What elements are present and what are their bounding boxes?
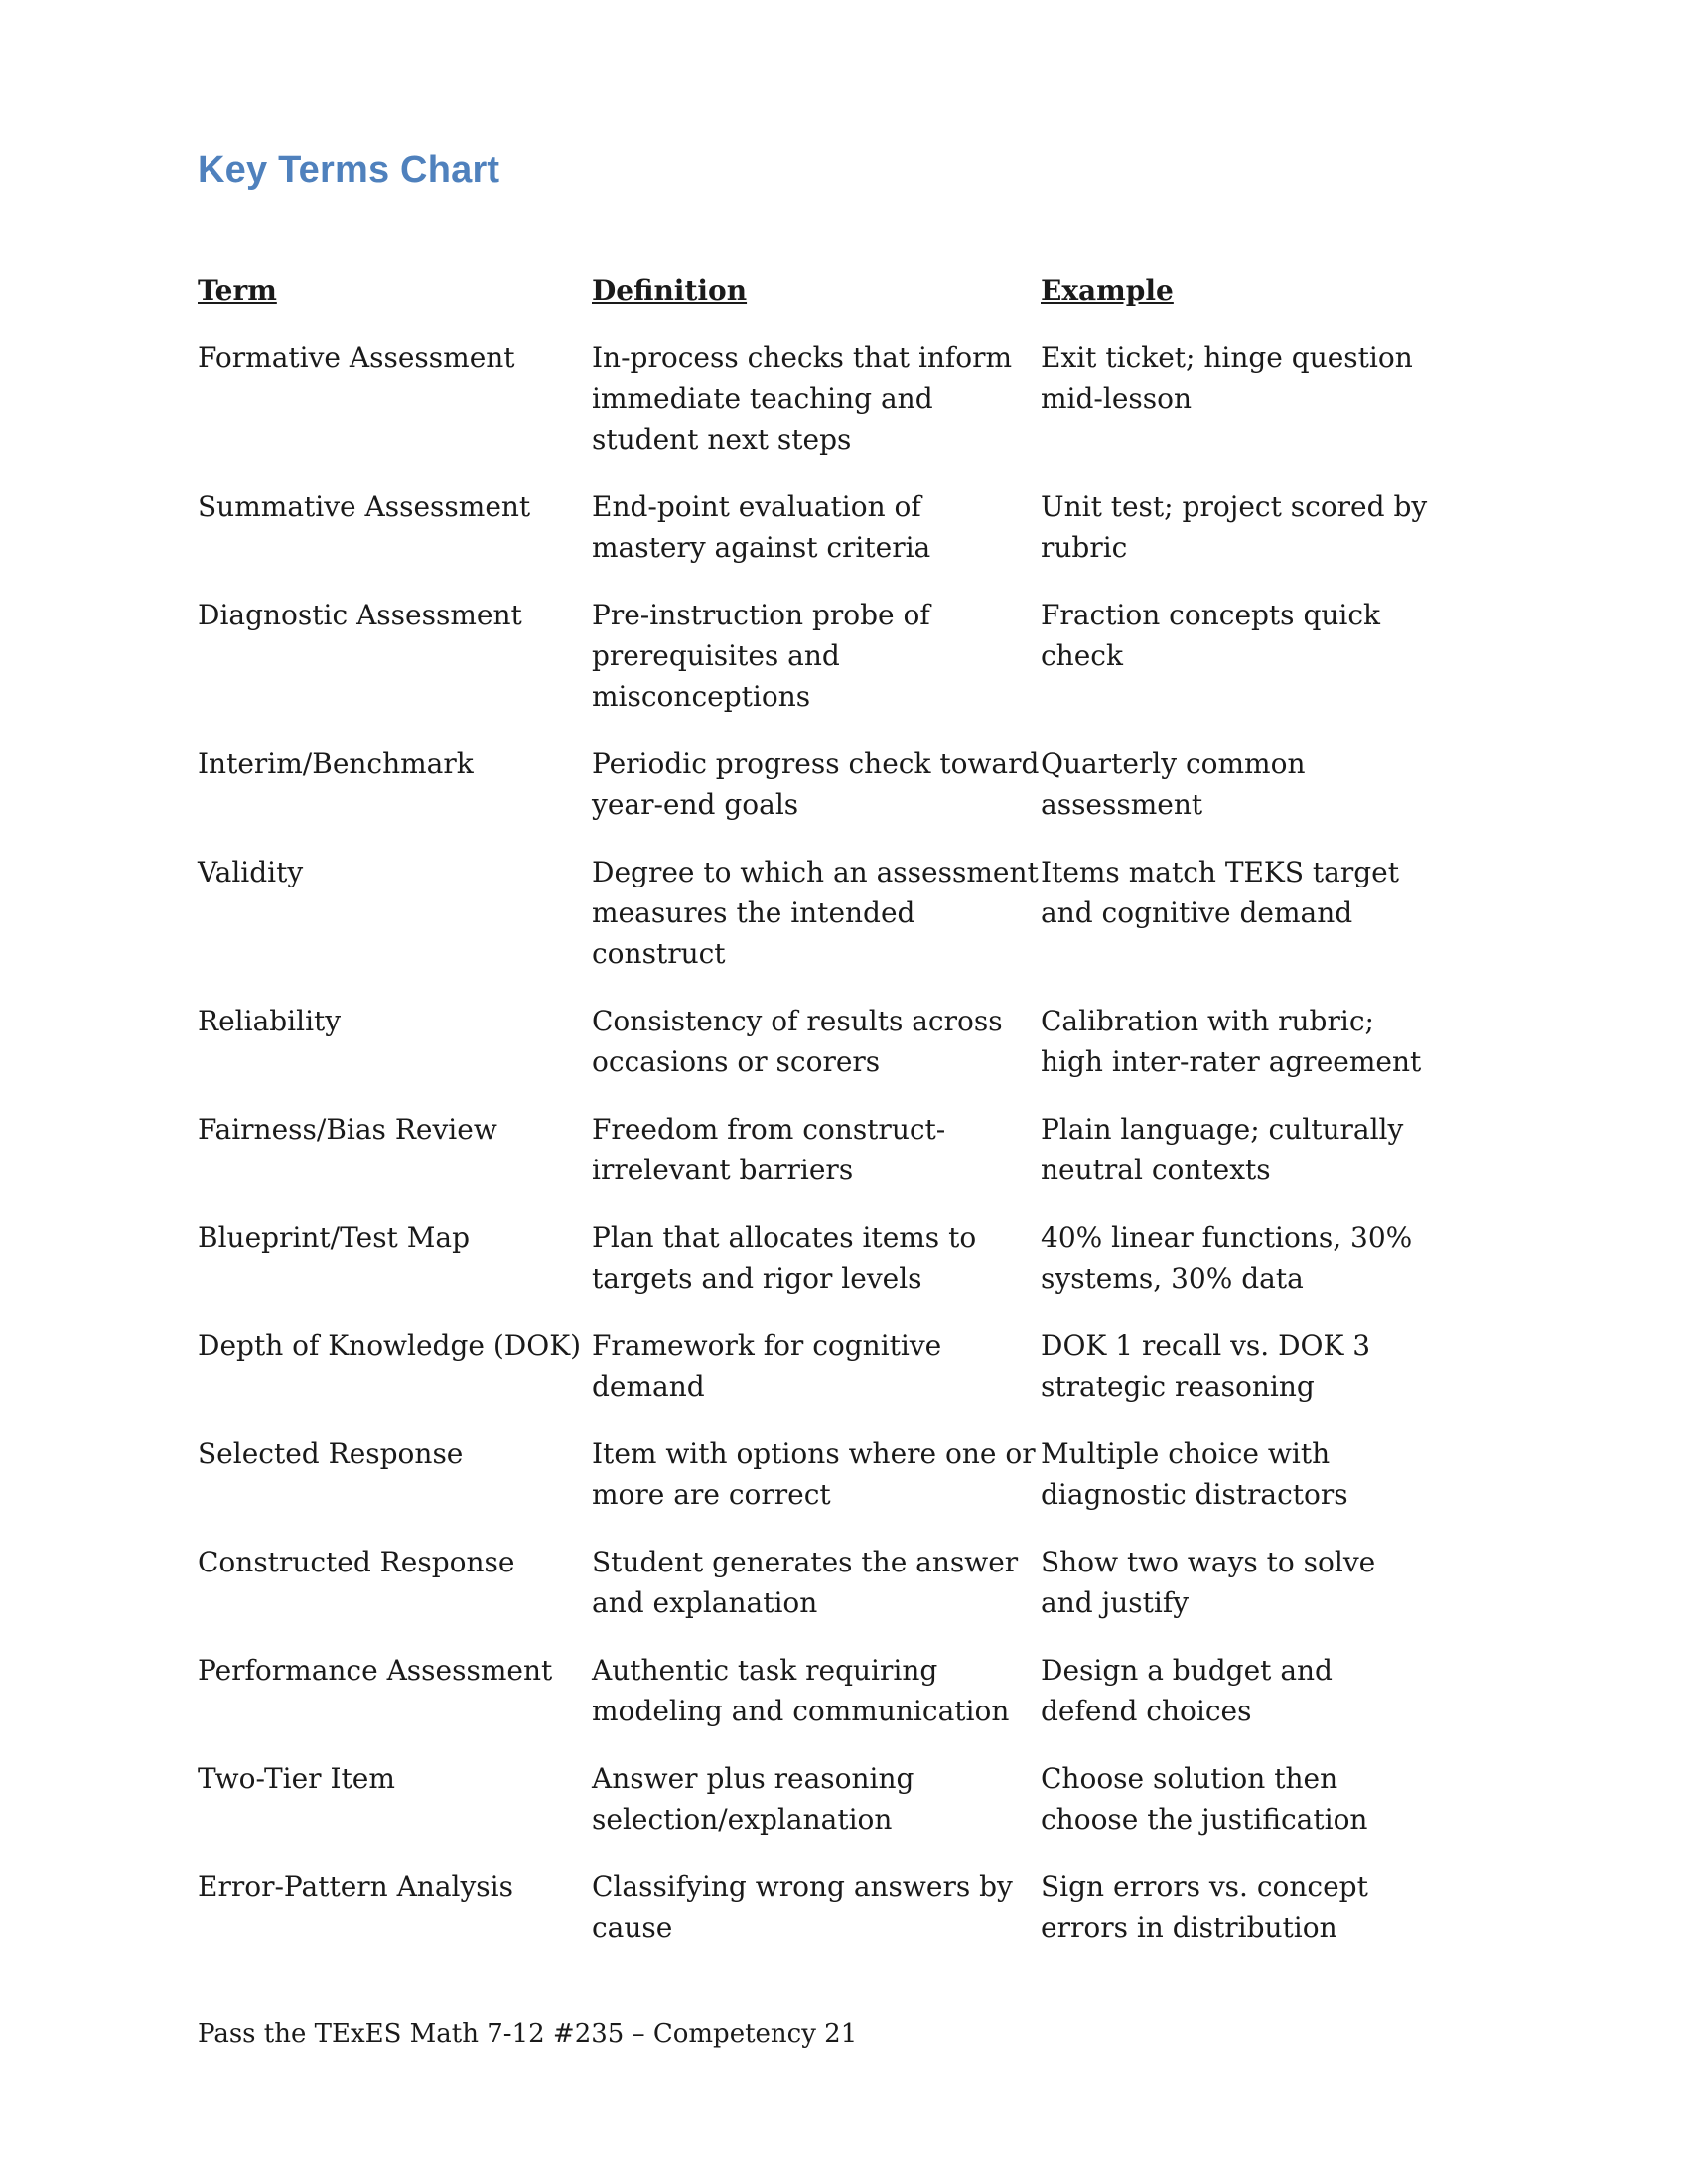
- definition-cell: Framework for cognitive demand: [592, 1329, 942, 1403]
- definition-cell: Authentic task requiring modeling and communication: [592, 1654, 1010, 1727]
- example-cell: Choose solution then choose the justification: [1041, 1762, 1368, 1836]
- table-row: [198, 1650, 1429, 1731]
- table-row: [198, 1758, 1429, 1840]
- example-cell: DOK 1 recall vs. DOK 3 strategic reasoning: [1041, 1329, 1371, 1403]
- example-cell: Fraction concepts quick check: [1041, 599, 1381, 672]
- table-row: [198, 1433, 1429, 1515]
- term-cell: Interim/Benchmark: [198, 748, 474, 780]
- term-cell: Validity: [198, 856, 304, 888]
- page-footer: Pass the TExES Math 7-12 #235 – Competency 21: [198, 2019, 858, 2049]
- example-cell: Calibration with rubric; high inter-rater agreement: [1041, 1005, 1422, 1078]
- term-cell: Formative Assessment: [198, 341, 515, 374]
- table-row: [198, 1325, 1429, 1407]
- term-cell: Blueprint/Test Map: [198, 1221, 470, 1254]
- table-row: [198, 744, 1429, 825]
- table-row: [198, 595, 1429, 717]
- table-header-row: [198, 270, 1429, 311]
- table-row: [198, 1001, 1429, 1082]
- table-row: [198, 486, 1429, 568]
- term-cell: Constructed Response: [198, 1546, 515, 1578]
- term-cell: Fairness/Bias Review: [198, 1113, 497, 1146]
- example-cell: Items match TEKS target and cognitive demand: [1041, 856, 1400, 929]
- example-cell: Multiple choice with diagnostic distractors: [1041, 1437, 1348, 1511]
- table-row: [198, 1542, 1429, 1623]
- table-row: [198, 1217, 1429, 1298]
- header-definition: Definition: [592, 274, 748, 307]
- term-cell: Depth of Knowledge (DOK): [198, 1329, 582, 1362]
- definition-cell: Student generates the answer and explanation: [592, 1546, 1019, 1619]
- term-cell: Two-Tier Item: [198, 1762, 395, 1795]
- example-cell: Show two ways to solve and justify: [1041, 1546, 1376, 1619]
- term-cell: Selected Response: [198, 1437, 464, 1470]
- definition-cell: Answer plus reasoning selection/explanation: [592, 1762, 914, 1836]
- definition-cell: Consistency of results across occasions or scorers: [592, 1005, 1003, 1078]
- example-cell: 40% linear functions, 30% systems, 30% data: [1041, 1221, 1413, 1295]
- example-cell: Unit test; project scored by rubric: [1041, 490, 1428, 564]
- definition-cell: Pre-instruction probe of prerequisites and misconceptions: [592, 599, 930, 713]
- term-cell: Reliability: [198, 1005, 342, 1037]
- example-cell: Design a budget and defend choices: [1041, 1654, 1333, 1727]
- term-cell: Diagnostic Assessment: [198, 599, 522, 631]
- definition-cell: Freedom from construct-irrelevant barriers: [592, 1113, 946, 1186]
- header-term: Term: [198, 274, 277, 307]
- table-row: [198, 1109, 1429, 1190]
- table-row: [198, 338, 1429, 460]
- example-cell: Exit ticket; hinge question mid-lesson: [1041, 341, 1413, 415]
- definition-cell: Plan that allocates items to targets and rigor levels: [592, 1221, 977, 1295]
- table-row: [198, 1866, 1429, 1948]
- page-title: Key Terms Chart: [198, 149, 500, 191]
- example-cell: Sign errors vs. concept errors in distribution: [1041, 1870, 1368, 1944]
- definition-cell: Classifying wrong answers by cause: [592, 1870, 1013, 1944]
- definition-cell: Periodic progress check toward year-end goals: [592, 748, 1040, 821]
- term-cell: Summative Assessment: [198, 490, 531, 523]
- header-example: Example: [1041, 274, 1174, 307]
- definition-cell: Degree to which an assessment measures the intended construct: [592, 856, 1039, 970]
- example-cell: Plain language; culturally neutral contexts: [1041, 1113, 1404, 1186]
- definition-cell: Item with options where one or more are correct: [592, 1437, 1036, 1511]
- definition-cell: In-process checks that inform immediate teaching and student next steps: [592, 341, 1013, 456]
- definition-cell: End-point evaluation of mastery against criteria: [592, 490, 931, 564]
- example-cell: Quarterly common assessment: [1041, 748, 1306, 821]
- term-cell: Error-Pattern Analysis: [198, 1870, 513, 1903]
- key-terms-table: [198, 270, 1429, 1975]
- table-row: [198, 852, 1429, 974]
- term-cell: Performance Assessment: [198, 1654, 553, 1687]
